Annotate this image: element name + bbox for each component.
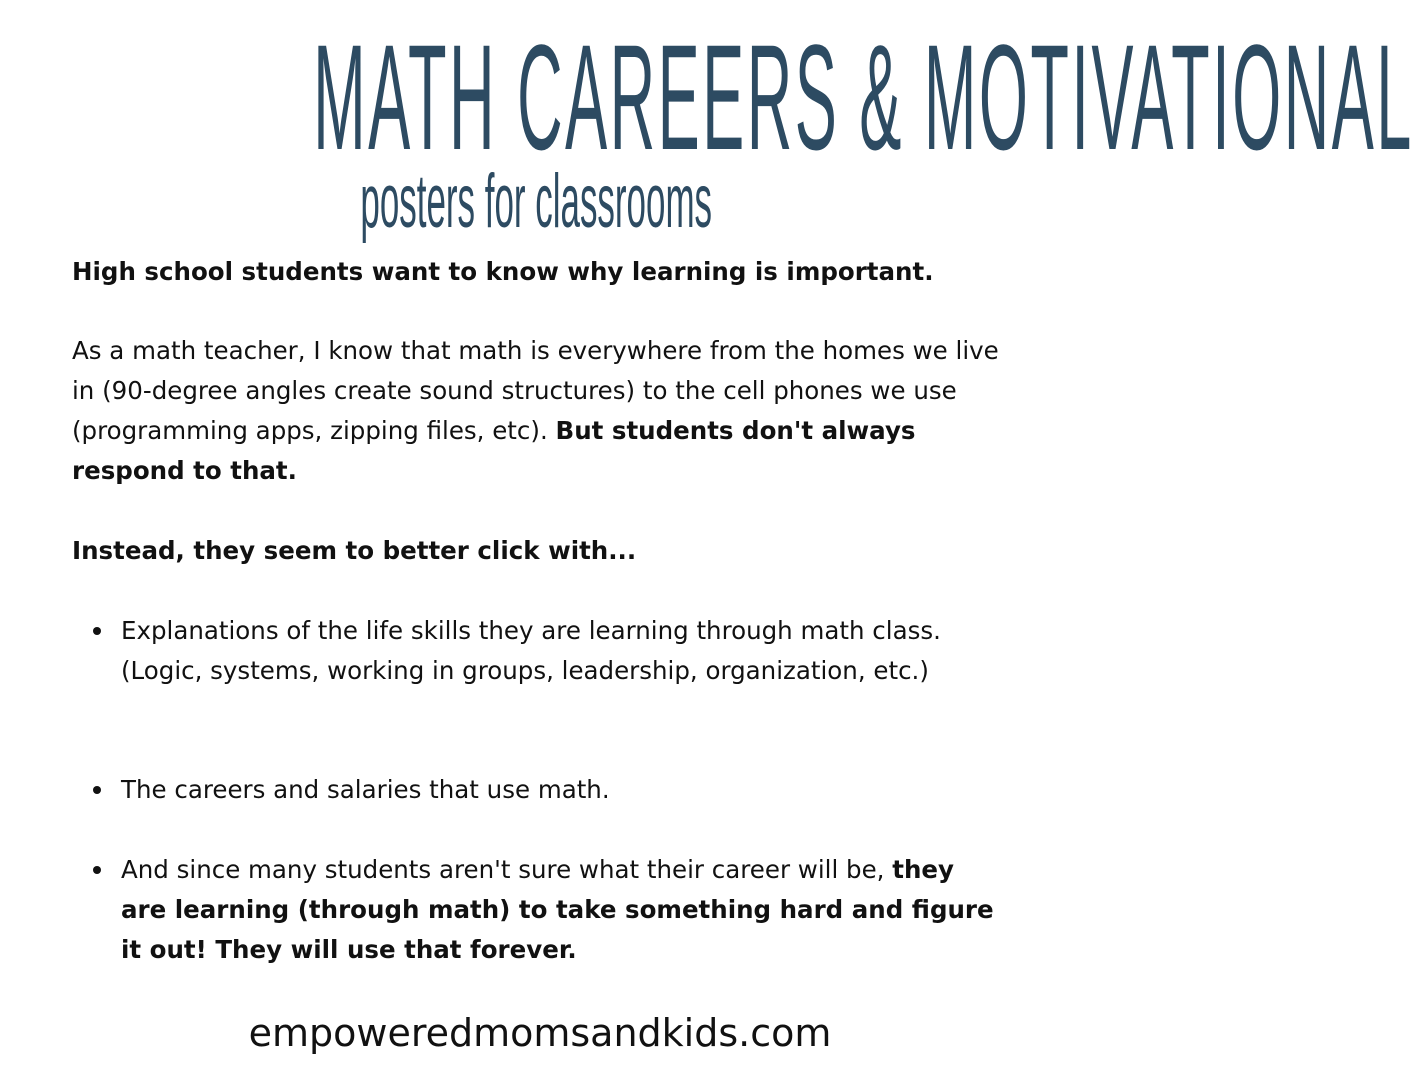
intro-heading: High school students want to know why learning is important. [72,257,934,286]
lead-in-text: Instead, they seem to better click with... [72,536,637,565]
bullet-text: The careers and salaries that use math. [121,775,610,804]
list-item [121,850,1001,970]
bullet-text: Explanations of the life skills they are learning through math class. (Logic, systems, working in groups, leadership, organization, etc.) [121,616,941,685]
bullet-icon [93,866,101,874]
main-paragraph [72,331,1012,491]
list-item [121,770,1001,810]
website-url: empoweredmomsandkids.com [248,1011,832,1055]
bullet-icon [93,627,101,635]
bullet-icon [93,786,101,794]
poster-title: MATH CAREERS & MOTIVATIONAL [313,13,1414,181]
bullet-text: And since many students aren't sure what their career will be, [121,855,893,884]
main-paragraph-text: As a math teacher, I know that math is everywhere from the homes we live in (90-degree angles create sound structures) to the cell phones we use (programming apps, zipping files, etc). [72,336,999,445]
bullet-emphasis: they are learning (through math) to take something hard and figure it out! They will use that forever. [121,855,994,964]
list-item [121,611,1001,691]
poster-subtitle: posters for classrooms [360,159,713,244]
main-paragraph-emphasis: But students don't always respond to that. [72,416,916,485]
